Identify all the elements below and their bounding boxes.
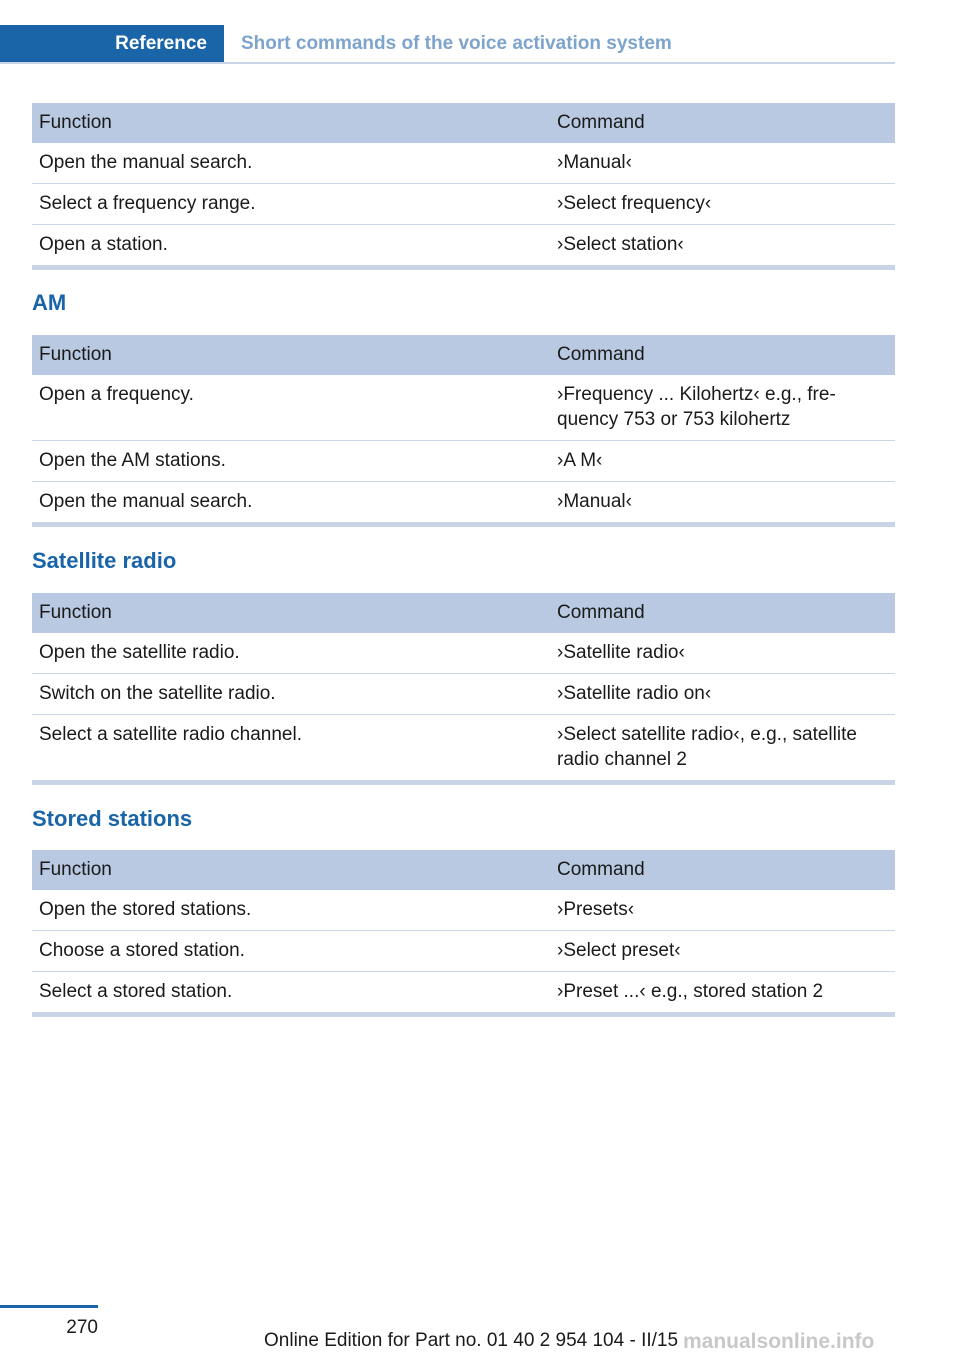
column-header-command: Command [557, 112, 645, 133]
column-header-function: Function [39, 344, 112, 365]
command-cell: ›Manual‹ [557, 491, 632, 512]
column-header-function: Function [39, 112, 112, 133]
command-cell: ›Preset ...‹ e.g., stored station 2 [557, 981, 824, 1002]
table-row [32, 890, 895, 931]
table-row [32, 674, 895, 715]
table-header [32, 850, 895, 890]
table-row [32, 225, 895, 265]
section-title-satellite-radio: Satellite radio [32, 548, 177, 573]
table-end-bar [32, 780, 895, 785]
function-cell: Select a stored station. [39, 981, 233, 1002]
table-row [32, 931, 895, 972]
page-number [0, 1305, 98, 1345]
command-cell: ›Manual‹ [557, 152, 632, 173]
function-cell: Open the AM stations. [39, 450, 226, 471]
command-cell: ›A M‹ [557, 450, 603, 471]
table-row [32, 633, 895, 674]
table-row [32, 375, 895, 441]
command-cell: ›Satellite radio‹ [557, 642, 685, 663]
function-cell: Open the manual search. [39, 491, 253, 512]
function-cell: Select a satellite radio channel. [39, 724, 302, 745]
commands-table-am [32, 335, 895, 527]
table-header [32, 103, 895, 143]
command-cell: ›Select preset‹ [557, 940, 681, 961]
commands-table-satellite [32, 593, 895, 785]
commands-table-stored [32, 850, 895, 1017]
command-cell: ›Select satellite radio‹, e.g., satellite radio channel 2 [557, 724, 857, 770]
column-header-command: Command [557, 344, 645, 365]
table-row [32, 482, 895, 522]
table-end-bar [32, 1012, 895, 1017]
function-cell: Select a frequency range. [39, 193, 256, 214]
table-header [32, 593, 895, 633]
column-header-function: Function [39, 602, 112, 623]
command-cell: ›Satellite radio on‹ [557, 683, 712, 704]
function-cell: Choose a stored station. [39, 940, 245, 961]
function-cell: Open the stored stations. [39, 899, 252, 920]
table-row [32, 715, 895, 780]
column-header-function: Function [39, 859, 112, 880]
section-tab: Reference [0, 25, 224, 62]
table-row [32, 972, 895, 1012]
command-cell: ›Presets‹ [557, 899, 635, 920]
function-cell: Open a station. [39, 234, 168, 255]
function-cell: Switch on the satellite radio. [39, 683, 276, 704]
function-cell: Open a frequency. [39, 384, 194, 405]
table-row [32, 143, 895, 184]
section-title-stored-stations: Stored stations [32, 806, 193, 831]
function-cell: Open the satellite radio. [39, 642, 240, 663]
commands-table-radio [32, 103, 895, 270]
column-header-command: Command [557, 859, 645, 880]
page-header [0, 25, 895, 64]
command-cell: ›Frequency ... Kilohertz‹ e.g., fre- quency 753 or 753 kilohertz [557, 384, 836, 430]
watermark: manualsonline.info [683, 1330, 875, 1353]
command-cell: ›Select station‹ [557, 234, 684, 255]
command-cell: ›Select frequency‹ [557, 193, 712, 214]
page-number-text: 270 [66, 1317, 98, 1338]
edition-footer: Online Edition for Part no. 01 40 2 954 104 - II/15 [264, 1330, 679, 1351]
column-header-command: Command [557, 602, 645, 623]
section-title-am: AM [32, 290, 67, 315]
table-header [32, 335, 895, 375]
table-row [32, 441, 895, 482]
table-end-bar [32, 265, 895, 270]
table-row [32, 184, 895, 225]
chapter-title: Short commands of the voice activation system [241, 32, 672, 54]
function-cell: Open the manual search. [39, 152, 253, 173]
table-end-bar [32, 522, 895, 527]
